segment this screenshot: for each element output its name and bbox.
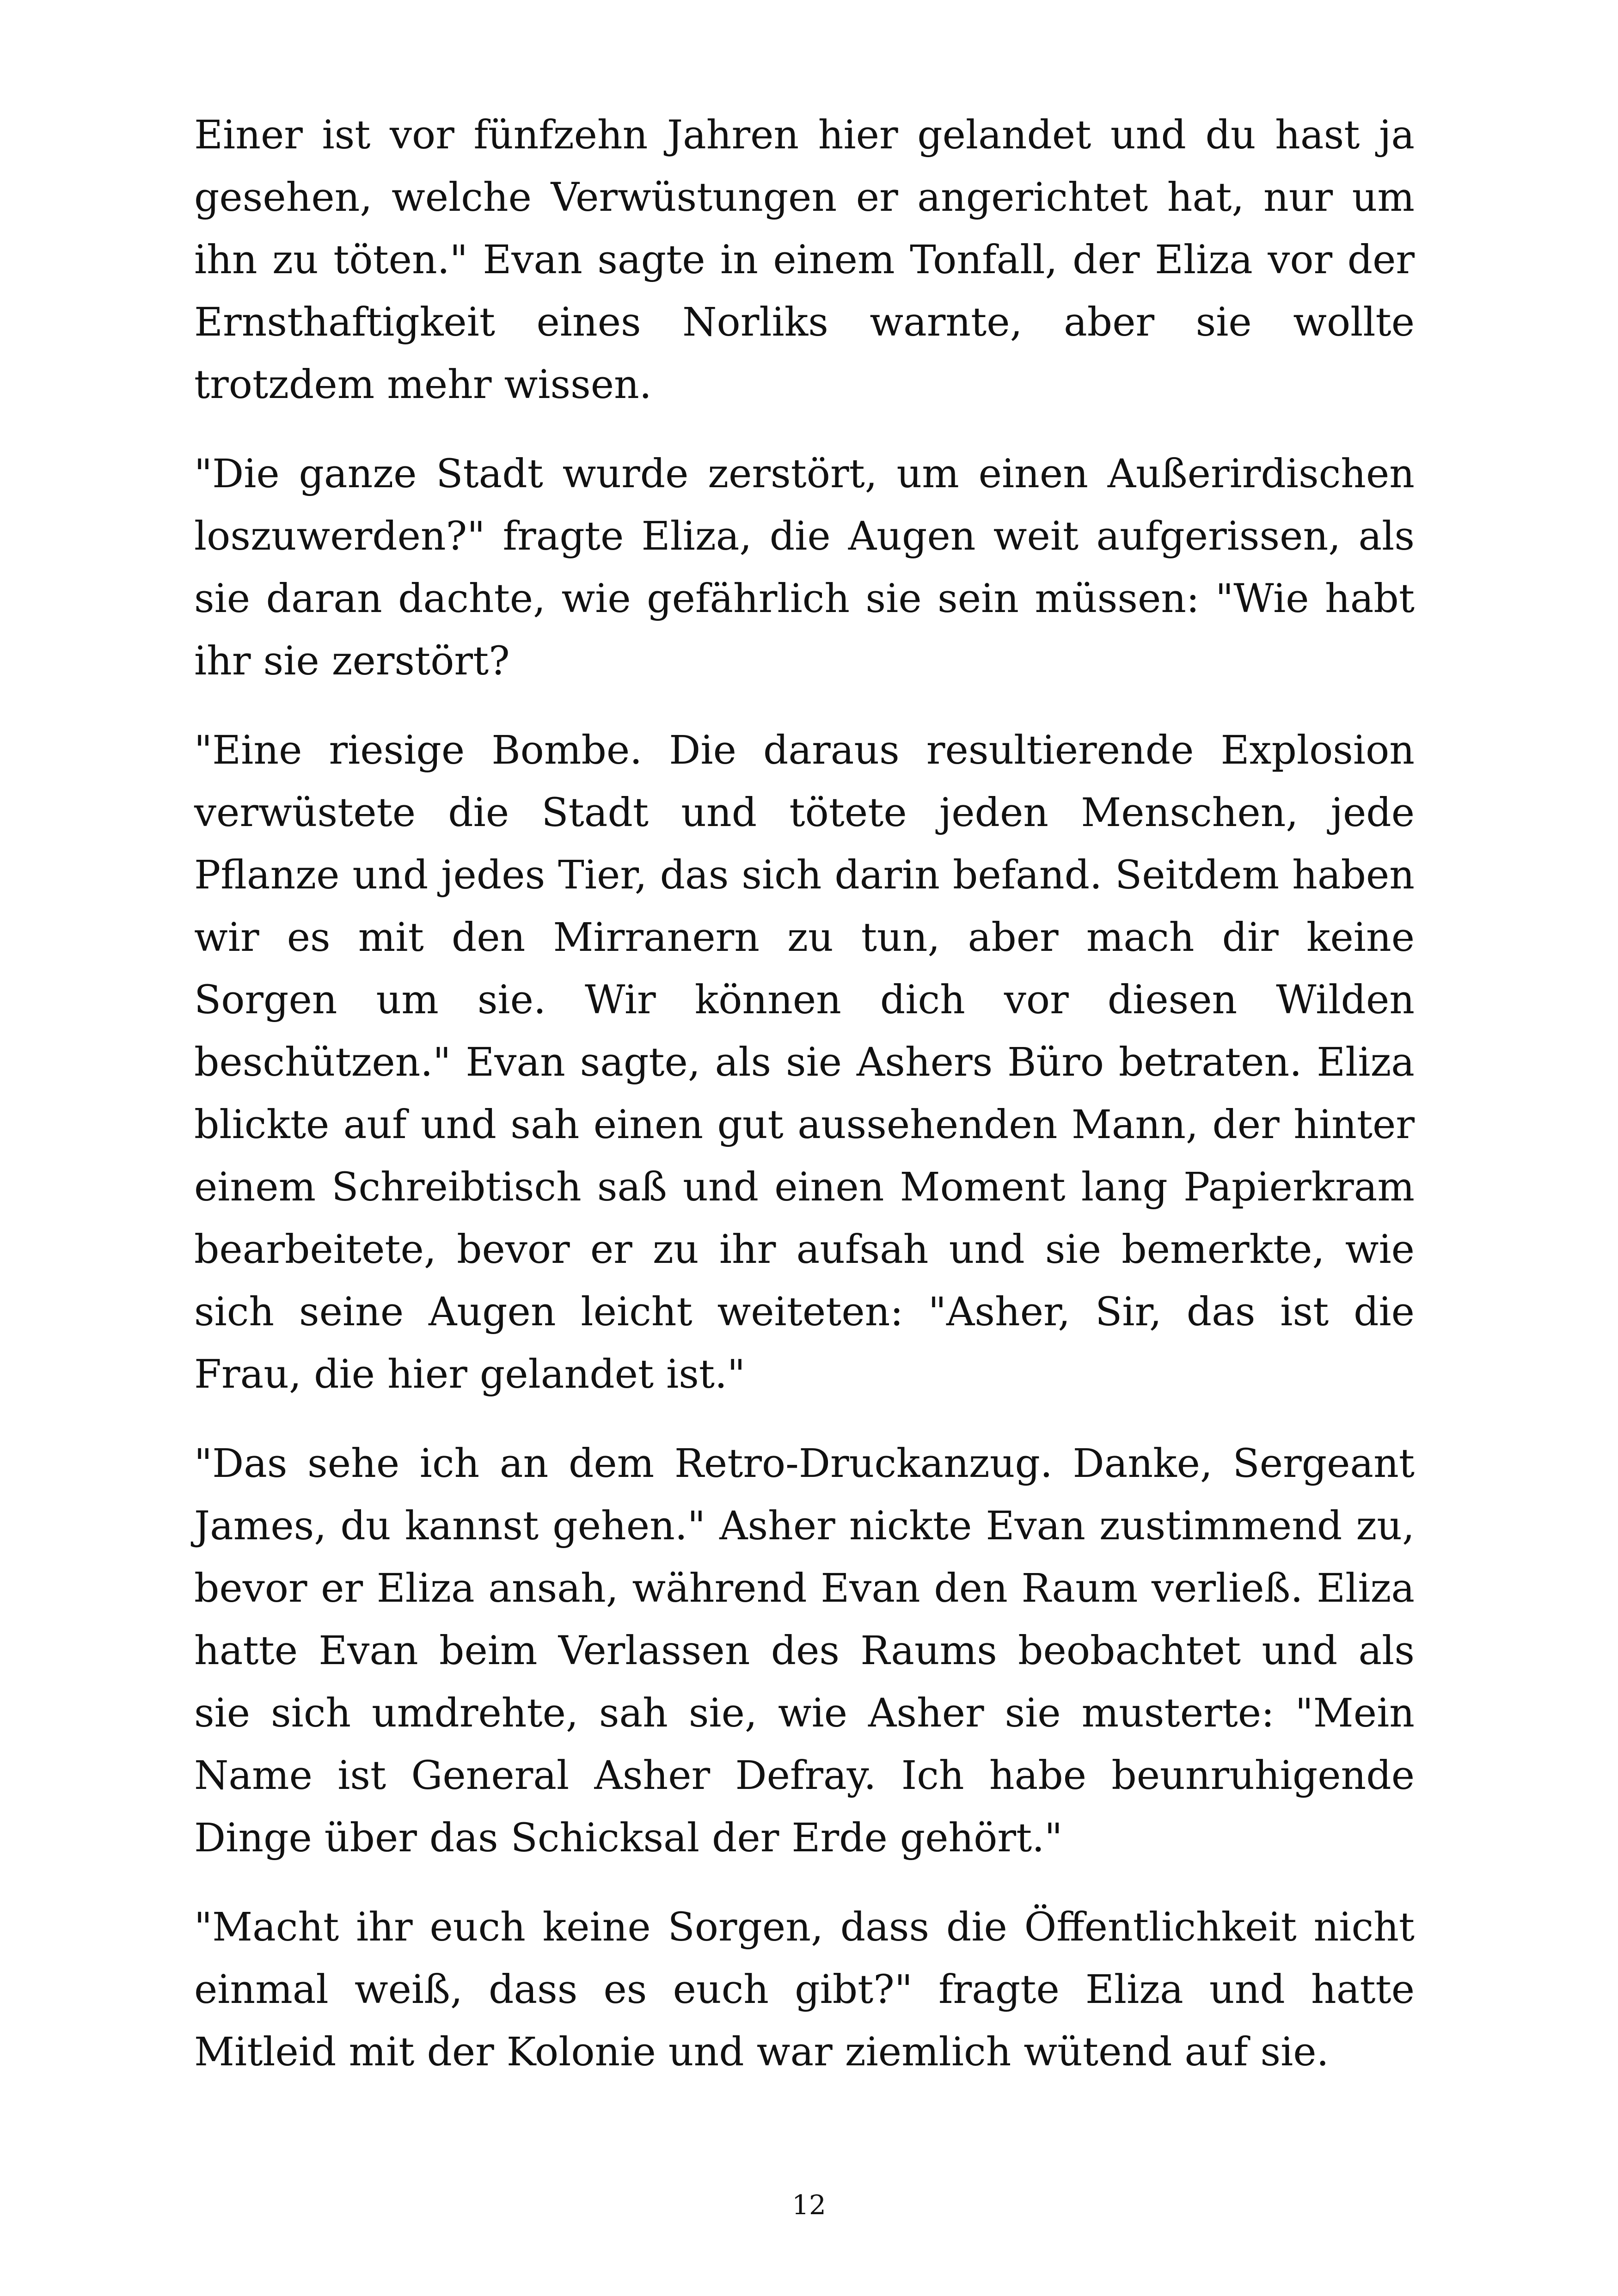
paragraph-5: "Macht ihr euch keine Sorgen, dass die Öffentlichkeit nicht einmal weiß, dass es euch gibt?" fragte Eliza und hatte Mitleid mit der Kolonie und war ziemlich wütend auf sie. bbox=[194, 1904, 1415, 2075]
paragraph-1: Einer ist vor fünfzehn Jahren hier gelandet und du hast ja gesehen, welche Verwüstungen er angerichtet hat, nur um ihn zu töten." Evan sagte in einem Tonfall, der Eliza vor der Ernsthaftigkeit eines Norliks warnte, aber sie wollte trotzdem mehr wissen. bbox=[194, 112, 1415, 408]
body-text bbox=[194, 104, 1415, 2110]
page-number: 12 bbox=[792, 2189, 826, 2221]
paragraph-4: "Das sehe ich an dem Retro-Druckanzug. Danke, Sergeant James, du kannst gehen." Asher nickte Evan zustimmend zu, bevor er Eliza ansah, während Evan den Raum verließ. Eliza hatte Evan beim Verlassen des Raums beobachtet und als sie sich umdrehte, sah sie, wie Asher sie musterte: "Mein Name ist General Asher Defray. Ich habe beunruhigende Dinge über das Schicksal der Erde gehört." bbox=[194, 1441, 1415, 1861]
paragraph-2: "Die ganze Stadt wurde zerstört, um einen Außerirdischen loszuwerden?" fragte Eliza, die Augen weit aufgerissen, als sie daran dachte, wie gefährlich sie sein müssen: "Wie habt ihr sie zerstört? bbox=[194, 451, 1415, 684]
paragraph-3: "Eine riesige Bombe. Die daraus resultierende Explosion verwüstete die Stadt und tötete jeden Menschen, jede Pflanze und jedes Tier, das sich darin befand. Seitdem haben wir es mit den Mirranern zu tun, aber mach dir keine Sorgen um sie. Wir können dich vor diesen Wilden beschützen." Evan sagte, als sie Ashers Büro betraten. Eliza blickte auf und sah einen gut aussehenden Mann, der hinter einem Schreibtisch saß und einen Moment lang Papierkram bearbeitete, bevor er zu ihr aufsah und sie bemerkte, wie sich seine Augen leicht weiteten: "Asher, Sir, das ist die Frau, die hier gelandet ist." bbox=[194, 728, 1415, 1397]
